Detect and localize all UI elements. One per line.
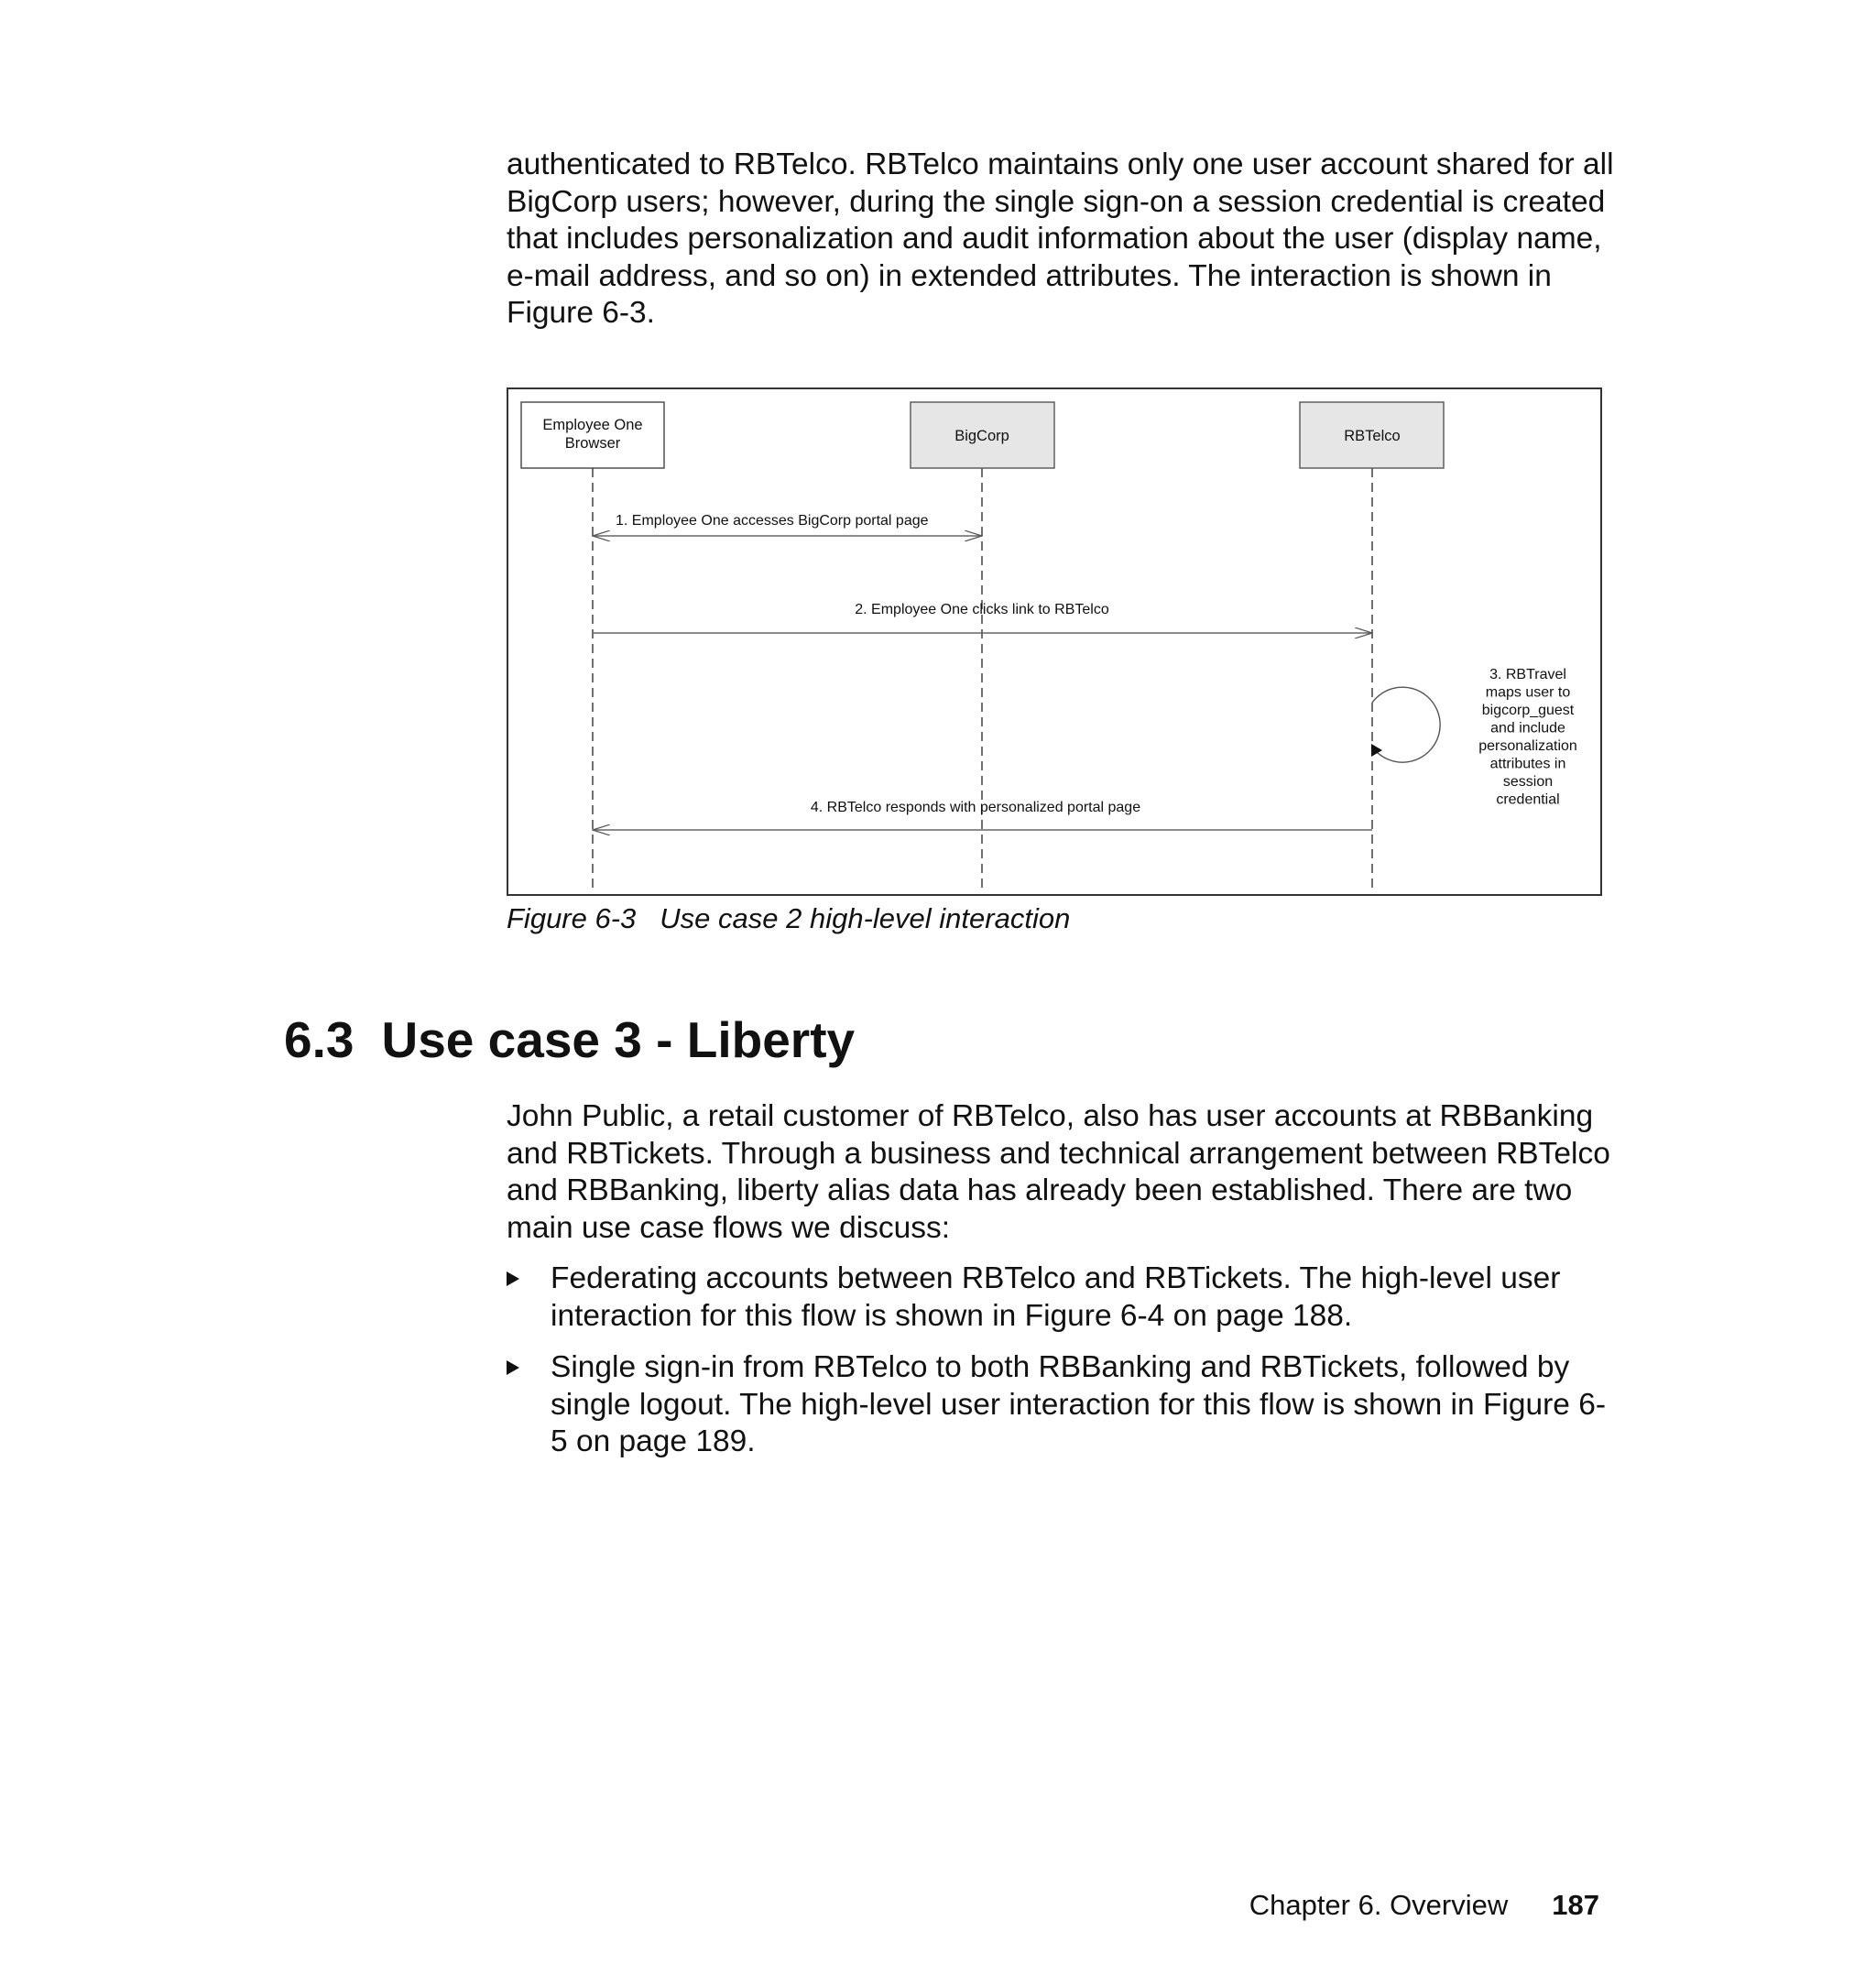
list-item xyxy=(507,1349,1615,1461)
actor-rbtelco-label: RBTelco xyxy=(1344,428,1401,444)
actor-rbtelco xyxy=(1300,402,1444,468)
list-item xyxy=(507,1260,1615,1335)
actor-bigcorp xyxy=(911,402,1054,468)
self-call-note-line-5: personalization xyxy=(1478,738,1577,754)
section-number: 6.3 xyxy=(284,1011,354,1068)
message-2-label: 2. Employee One clicks link to RBTelco xyxy=(855,602,1109,617)
intro-paragraph: authenticated to RBTelco. RBTelco maintains only one user account shared for all BigCorp users; however, during the single sign-on a session credential is created that includes personalization and audit information about the user (display name, e-mail address, and so on) in extended attributes. The interaction is shown in Figure 6-3. xyxy=(507,147,1614,330)
sequence-diagram-canvas xyxy=(508,389,1604,898)
actor-employee-browser xyxy=(521,402,664,468)
section-title: Use case 3 - Liberty xyxy=(381,1011,856,1068)
bullet-triangle-icon xyxy=(507,1271,519,1286)
figure-caption-text: Use case 2 high-level interaction xyxy=(660,902,1071,934)
message-1-label: 1. Employee One accesses BigCorp portal page xyxy=(616,513,929,529)
self-call-note-line-2: maps user to xyxy=(1485,684,1571,701)
footer-chapter: Chapter 6. Overview xyxy=(1249,1889,1509,1921)
page-number: 187 xyxy=(1552,1889,1599,1921)
self-call-note xyxy=(1478,667,1577,808)
body-paragraph: John Public, a retail customer of RBTelco, also has user accounts at RBBanking and RBTickets. Through a business and technical arrangement between RBTelco and RBBanking, liberty alias data has already been established. There are two main use case flows we discuss: xyxy=(507,1099,1610,1245)
figure-caption-label: Figure 6-3 xyxy=(507,902,637,934)
self-call-loop xyxy=(1372,687,1440,762)
self-call-note-line-8: credential xyxy=(1496,791,1560,808)
actor-bigcorp-label: BigCorp xyxy=(954,428,1009,444)
sequence-diagram xyxy=(507,387,1602,896)
figure-caption xyxy=(507,902,1070,935)
list-item-text: Single sign-in from RBTelco to both RBBanking and RBTickets, followed by single logout. The high-level user interaction for this flow is shown in Figure 6-5 on page 189. xyxy=(551,1350,1606,1458)
bullet-triangle-icon xyxy=(507,1360,519,1375)
actor-employee-browser-line1: Employee One xyxy=(542,417,643,433)
actor-employee-browser-line2: Browser xyxy=(564,435,621,452)
self-call-note-line-6: attributes in xyxy=(1489,756,1566,772)
self-call-note-line-7: session xyxy=(1502,774,1554,790)
message-4-label: 4. RBTelco responds with personalized portal page xyxy=(810,800,1141,815)
self-call-note-line-1: 3. RBTravel xyxy=(1489,667,1566,682)
page-footer xyxy=(1249,1889,1599,1922)
list-item-text: Federating accounts between RBTelco and RBTickets. The high-level user interaction for this flow is shown in Figure 6-4 on page 188. xyxy=(551,1261,1561,1333)
section-heading xyxy=(284,1010,855,1069)
bullet-list xyxy=(507,1260,1615,1476)
self-call-note-line-4: and include xyxy=(1490,720,1565,737)
self-call-note-line-3: bigcorp_guest xyxy=(1481,703,1575,718)
